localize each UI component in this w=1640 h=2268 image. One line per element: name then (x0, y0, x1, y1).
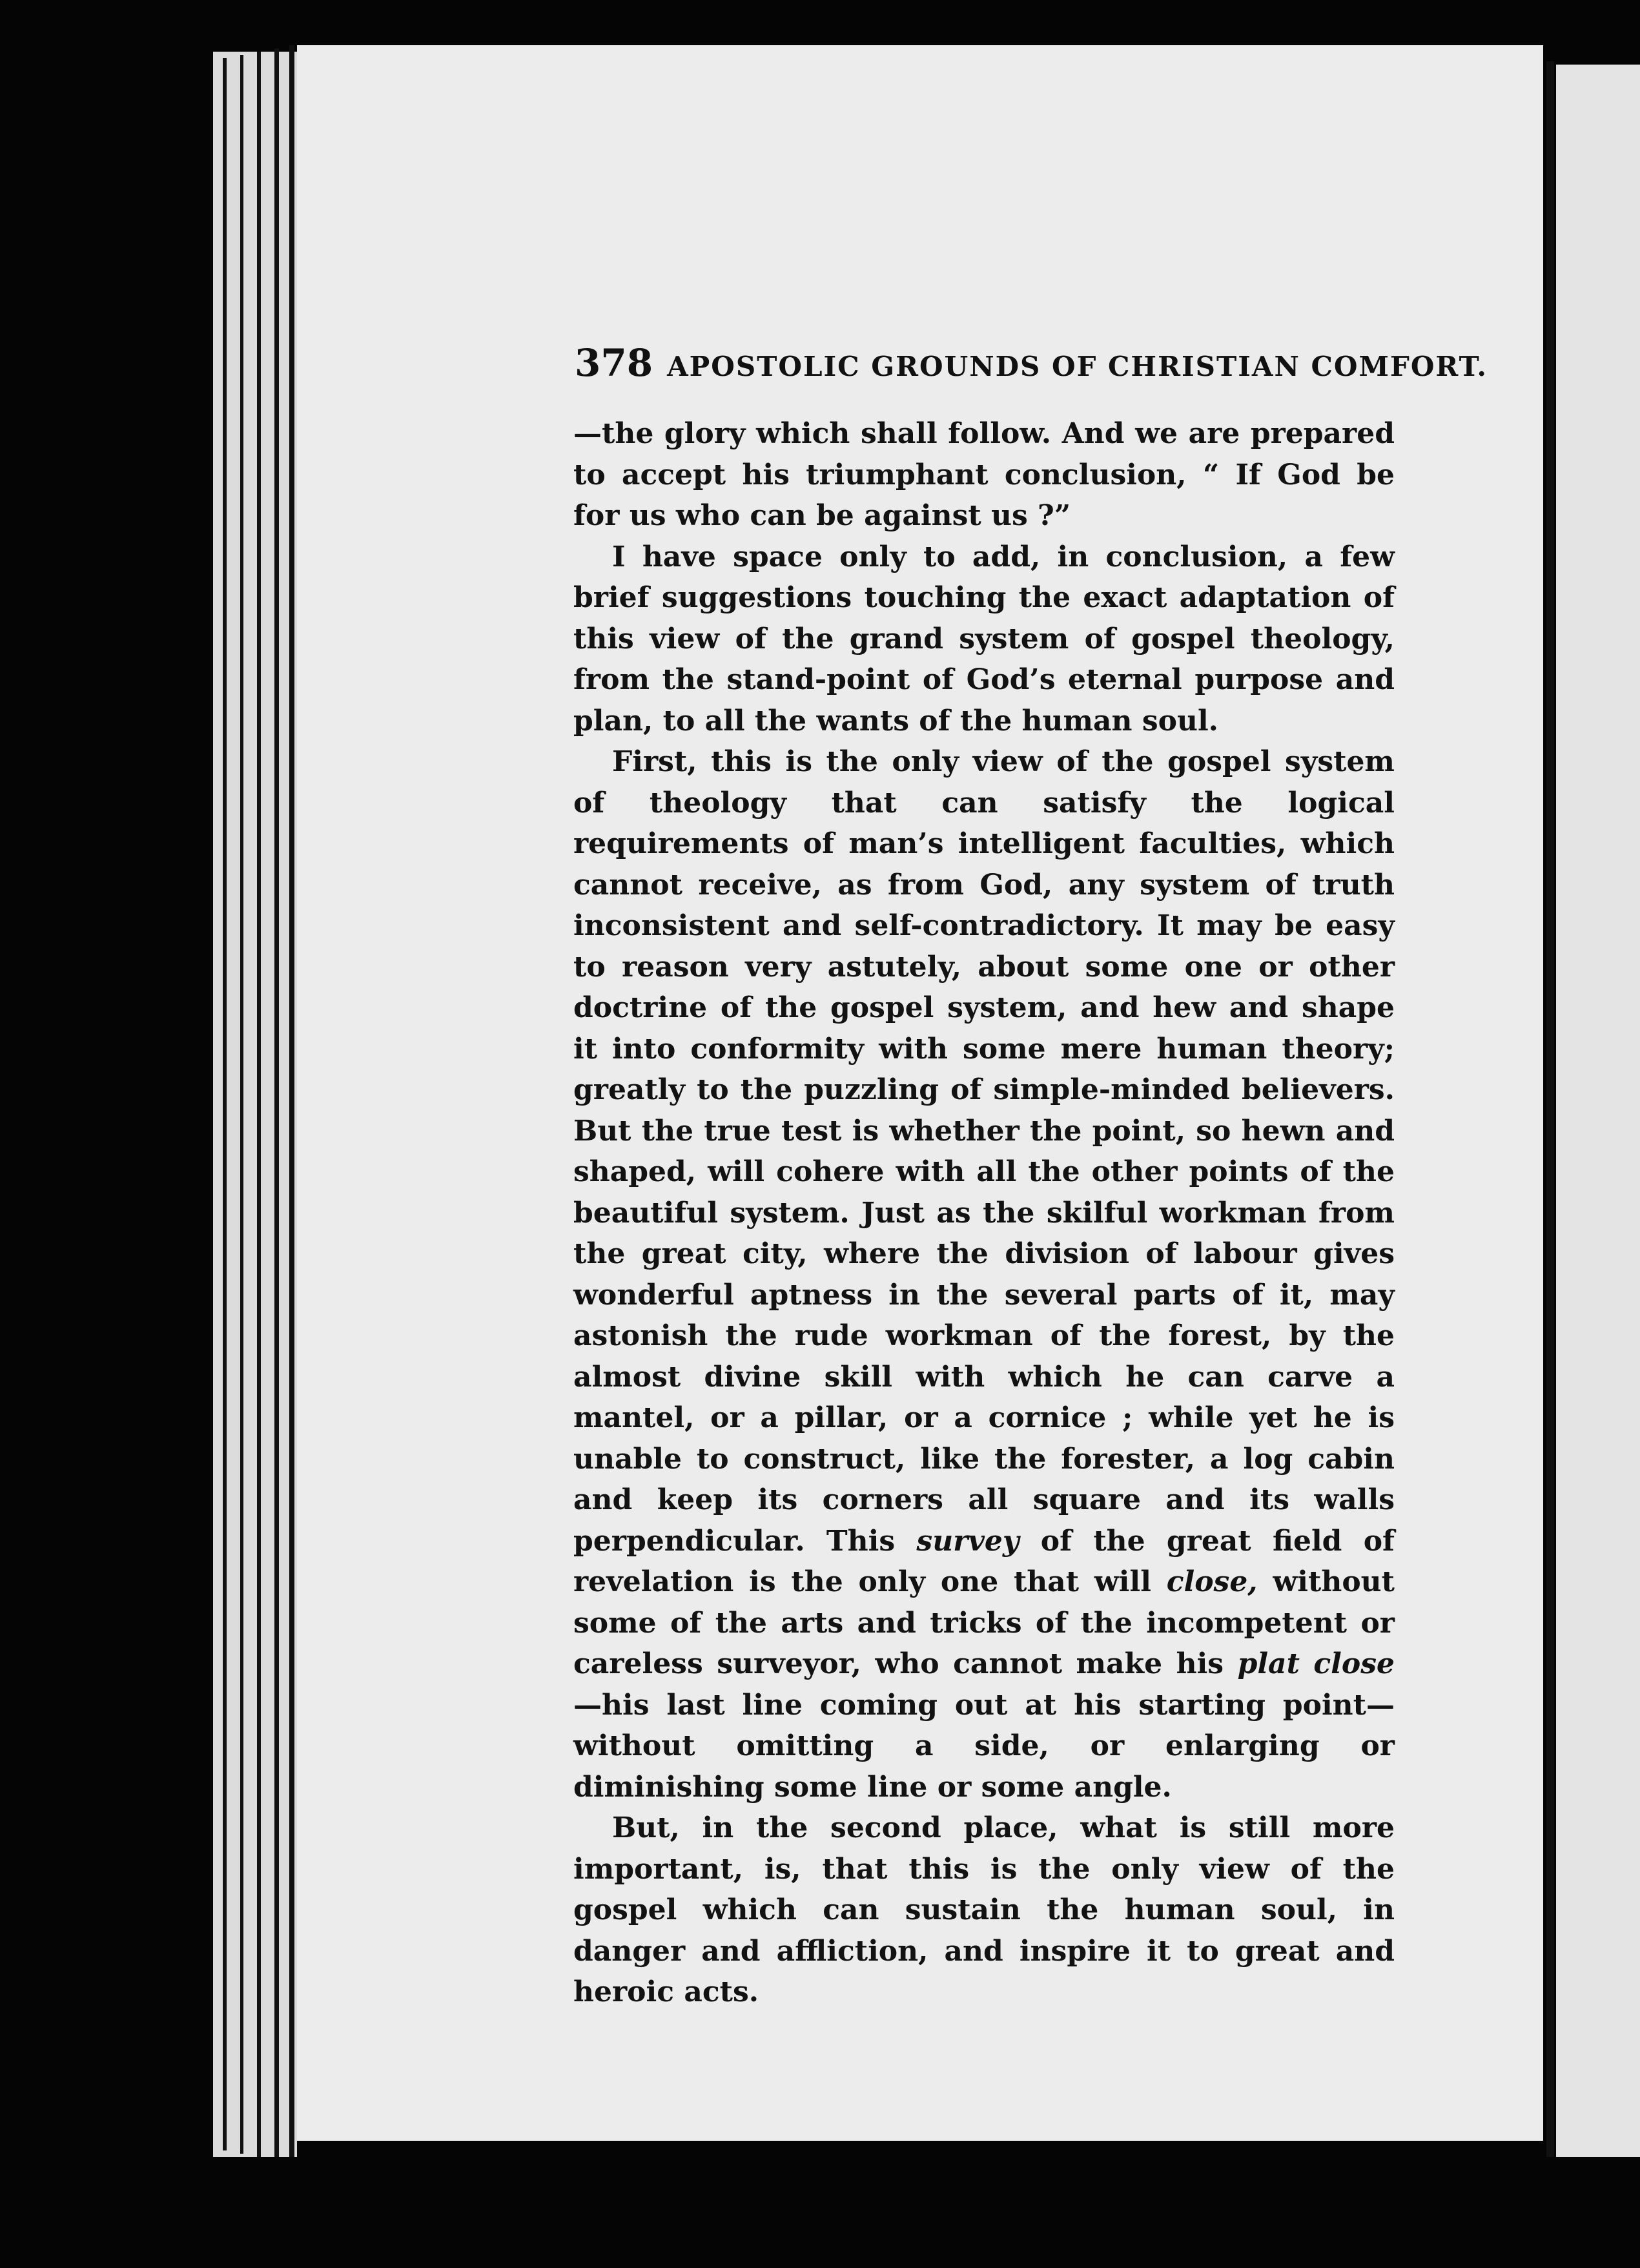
gutter-line (1546, 61, 1554, 2157)
paragraph (573, 741, 1395, 1808)
italic-text: close, (1166, 1565, 1258, 1598)
page-edge-line (257, 52, 261, 2157)
paragraph: But, in the second place, what is still more important, is, that this is the only view of the gospel which can sustain the human soul, in danger and affliction, and inspire it to great and heroic acts. (573, 1811, 1395, 2008)
italic-text: plat close (1237, 1647, 1395, 1680)
paragraph: I have space only to add, in conclusion, a few brief suggestions touching the exact adaptation of this view of the grand system of gospel theology, from the stand-point of God’s eternal purpose and plan, to all the wants of the human soul. (573, 540, 1395, 737)
body-text (573, 413, 1395, 2013)
italic-text: survey (916, 1524, 1020, 1558)
page-header (575, 341, 1488, 393)
page-number: 378 (575, 341, 653, 385)
page-edge-line (289, 45, 294, 2157)
paragraph: —the glory which shall follow. And we are prepared to accept his triumphant conclusion, “ If God be for us who can be against us ?” (573, 417, 1395, 532)
text-run: of the great field of revelation is the only one that will (573, 1524, 1395, 1598)
facing-page-edge (1556, 65, 1640, 2157)
running-head: APOSTOLIC GROUNDS OF CHRISTIAN COMFORT. (667, 351, 1488, 382)
text-run: First, this is the only view of the gospel system of theology that can satisfy the logical requirements of man’s intelligent faculties, which cannot receive, as from God, any system of truth inconsistent and self-contradictory. It may be easy to reason very astutely, about some one or other doctrine of the gospel system, and hew and shape it into conformity with some mere human theory; greatly to the puzzling of simple-minded believers. But the true test is whether the point, so hewn and shaped, will cohere with all the other points of the beautiful system. Just as the skilful workman from the great city, where the division of labour gives wonderful aptness in the several parts of it, may astonish the rude workman of the forest, by the almost divine skill with which he can carve a mantel, or a pillar, or a cornice ; while yet he is unable to construct, like the forester, a log cabin and keep its corners all square and its walls perpendicular. This (573, 745, 1395, 1558)
text-run: without some of the arts and tricks of the incompetent or careless surveyor, who cannot make his (573, 1565, 1395, 1680)
page-edge-line (240, 55, 243, 2154)
text-run: —his last line coming out at his starting point—without omitting a side, or enlarging or diminishing some line or some angle. (573, 1688, 1395, 1804)
page-edge-line (223, 58, 227, 2150)
page-edge-line (274, 48, 279, 2157)
